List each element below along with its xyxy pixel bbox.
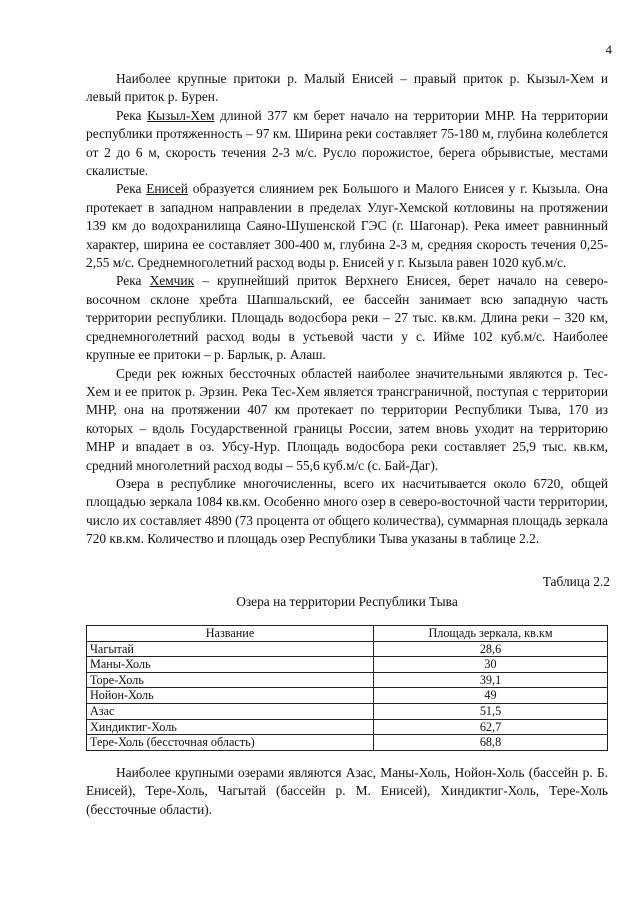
paragraph-prefix: Река xyxy=(116,181,147,197)
paragraph-tes-khem: Среди рек южных бессточных областей наиболее значительными являются р. Тес-Хем и ее приток р. Эрзин. Река Тес-Хем является трансграничной, поступая с территории МНР, она на протяжении 407 км протекает по территории Республики Тыва, 170 из которых – вдоль Государственной границы России, затем вновь уходит на территорию МНР и впадает в оз. Убсу-Нур. Площадь водосбора реки составляет 25,9 тыс. кв.км, средний многолетний расход воды – 55,6 куб.м/с (с. Бай-Даг). xyxy=(86,365,608,473)
river-name-kyzyl-khem: Кызыл-Хем xyxy=(147,107,215,123)
table-caption: Таблица 2.2 xyxy=(542,574,610,589)
paragraph-kyzyl-khem xyxy=(86,107,608,181)
header-name: Название xyxy=(87,626,374,642)
header-area: Площадь зеркала, кв.км xyxy=(374,626,608,642)
lake-name: Торе-Холь xyxy=(87,672,374,688)
lake-name: Азас xyxy=(87,703,374,719)
paragraph-prefix: Река xyxy=(116,107,148,123)
paragraph-body: – крупнейший приток Верхнего Енисея, берет начало на северо-восочном склоне хребта Шапшальский, ее бассейн занимает всю западную часть территории республики. Площадь водосбора реки – 27 тыс. кв.км. Длина реки – 320 км, среднемноголетний расход воды в устьевой части у с. Ийме 102 куб.м/с. Наиболее крупные ее притоки – р. Барлык, р. Алаш. xyxy=(86,273,608,363)
lake-area: 62,7 xyxy=(374,719,608,735)
lake-area: 51,5 xyxy=(374,703,608,719)
paragraph-lakes: Озера в республике многочисленны, всего их насчитывается около 6720, общей площадью зеркала 1084 кв.км. Особенно много озер в северо-восточной части территории, число их составляет 4890 (73 процента от общего количества), суммарная площадь зеркала 720 кв.км. Количество и площадь озер Республики Тыва указаны в таблице 2.2. xyxy=(86,475,608,547)
lake-name: Тере-Холь (бессточная область) xyxy=(87,735,374,751)
lakes-table xyxy=(86,625,608,751)
lake-name: Маны-Холь xyxy=(87,657,374,673)
river-name-yenisei: Енисей xyxy=(146,181,188,197)
lake-name: Хиндиктиг-Холь xyxy=(87,719,374,735)
paragraph-khemchik xyxy=(86,272,608,364)
table-header-row xyxy=(87,626,608,642)
table-title: Озера на территории Республики Тыва xyxy=(236,594,458,609)
paragraph-prefix: Река xyxy=(116,273,150,289)
paragraph-yenisei xyxy=(86,180,608,272)
paragraph-largest-lakes: Наиболее крупными озерами являются Азас, Маны-Холь, Нойон-Холь (бассейн р. Б. Енисей), Тере-Холь, Чагытай (бассейн р. М. Енисей), Хиндиктиг-Холь, Тере-Холь (бессточные области). xyxy=(86,765,608,817)
table-row xyxy=(87,703,608,719)
paragraph-tributaries: Наиболее крупные притоки р. Малый Енисей – правый приток р. Кызыл-Хем и левый приток р. Бурен. xyxy=(86,71,608,105)
table-row xyxy=(87,735,608,751)
paragraph-body: длиной 377 км берет начало на территории МНР. На территории республики протяженность – 97 км. Ширина реки составляет 75-180 м, глубина колеблется от 2 до 6 м, скорость течения 2-3 м/с. Русло порожистое, берега обрывистые, местами скалистые. xyxy=(86,107,608,179)
lake-area: 39,1 xyxy=(374,672,608,688)
table-row xyxy=(87,657,608,673)
lake-area: 68,8 xyxy=(374,735,608,751)
body-text xyxy=(86,70,608,549)
table-row xyxy=(87,719,608,735)
lake-area: 49 xyxy=(374,688,608,704)
lake-area: 28,6 xyxy=(374,641,608,657)
river-name-khemchik: Хемчик xyxy=(149,273,195,289)
page-number: 4 xyxy=(605,42,612,57)
lake-name: Нойон-Холь xyxy=(87,688,374,704)
closing-text xyxy=(86,764,608,819)
table-row xyxy=(87,672,608,688)
table-row xyxy=(87,641,608,657)
lake-name: Чагытай xyxy=(87,641,374,657)
lake-area: 30 xyxy=(374,657,608,673)
table-row xyxy=(87,688,608,704)
paragraph-body: образуется слиянием рек Большого и Малого Енисея у г. Кызыла. Она протекает в западном направлении в пределах Улуг-Хемской котловины на протяжении 139 км до водохранилища Саяно-Шушенской ГЭС (г. Шагонар). Река имеет равнинный характер, ширина ее составляет 300-400 м, глубина 2-3 м, средняя скорость течения 0,25-2,55 м/с. Среднемноголетний расход воды р. Енисей у г. Кызыла равен 1020 куб.м/с. xyxy=(86,181,608,271)
